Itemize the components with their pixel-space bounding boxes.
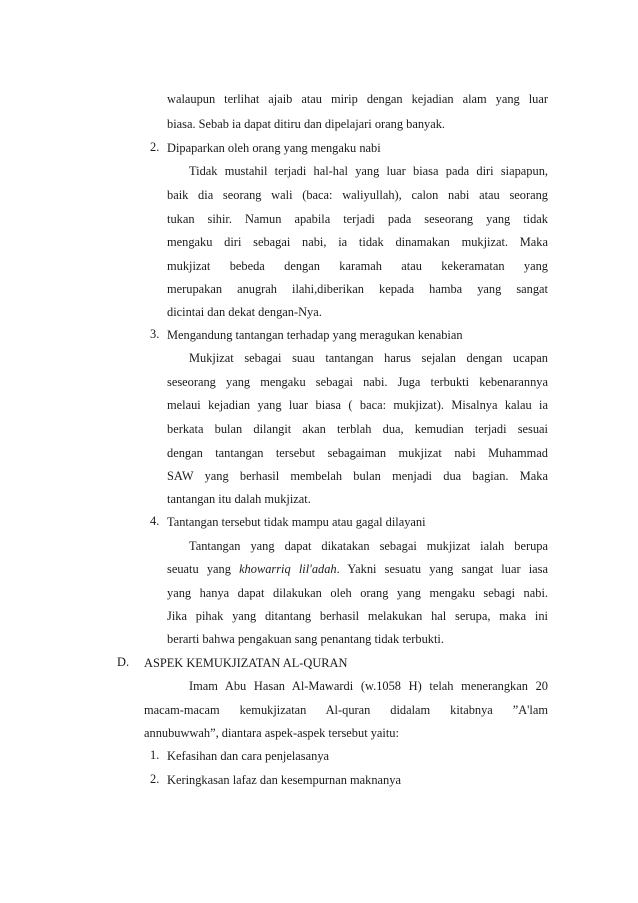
text-line: SAW yang berhasil membelah bulan menjadi dua bagian. Maka bbox=[167, 469, 548, 483]
text-line: seseorang yang mengaku sebagai nabi. Juga terbukti kebenarannya bbox=[167, 375, 548, 389]
text-line: Mukjizat sebagai suau tantangan harus sejalan dengan ucapan bbox=[189, 351, 548, 365]
text-line: Jika pihak yang ditantang berhasil melakukan hal serupa, maka ini bbox=[167, 609, 548, 623]
text-line: walaupun terlihat ajaib atau mirip dengan kejadian alam yang luar bbox=[167, 92, 548, 106]
text-line: dengan tantangan tersebut sebagaiman mukjizat nabi Muhammad bbox=[167, 446, 548, 460]
text-line: Tidak mustahil terjadi hal-hal yang luar biasa pada diri siapapun, bbox=[189, 164, 548, 178]
text-line: mukjizat bebeda dengan karamah atau kekeramatan yang bbox=[167, 259, 548, 273]
text-line: berarti bahwa pengakuan sang penantang tidak terbukti. bbox=[167, 632, 444, 646]
list-marker: 2. bbox=[150, 140, 160, 154]
italic-term: khowarriq lil'adah bbox=[239, 562, 337, 576]
text-line: macam-macam kemukjizatan Al-quran didalam kitabnya ”A'lam bbox=[144, 703, 548, 717]
text-line: Tantangan yang dapat dikatakan sebagai mukjizat ialah berupa bbox=[189, 539, 548, 553]
list-marker: 2. bbox=[150, 772, 160, 786]
text-line: annubuwwah”, diantara aspek-aspek tersebut yaitu: bbox=[144, 726, 399, 740]
list-item-title: Keringkasan lafaz dan kesempurnan maknanya bbox=[167, 773, 401, 787]
list-item-title: Mengandung tantangan terhadap yang meragukan kenabian bbox=[167, 328, 463, 342]
list-item-title: Dipaparkan oleh orang yang mengaku nabi bbox=[167, 141, 381, 155]
text-line: yang hanya dapat dilakukan oleh orang yang mengaku sebagi nabi. bbox=[167, 586, 548, 600]
text-line: tantangan itu dalah mukjizat. bbox=[167, 492, 311, 506]
list-item-title: Kefasihan dan cara penjelasanya bbox=[167, 749, 330, 763]
list-marker: 3. bbox=[150, 327, 160, 341]
text-line: melaui kejadian yang luar biasa ( baca: mukjizat). Misalnya kalau ia bbox=[167, 398, 548, 412]
text-fragment: seuatu yang bbox=[167, 562, 240, 576]
text-line: tukan sihir. Namun apabila terjadi pada seseorang yang tidak bbox=[167, 212, 548, 226]
text-fragment: . Yakni sesuatu yang sangat luar iasa bbox=[336, 562, 548, 576]
text-line: baik dia seorang wali (baca: waliyullah), calon nabi atau seorang bbox=[167, 188, 548, 202]
text-line: biasa. Sebab ia dapat ditiru dan dipelajari orang banyak. bbox=[167, 117, 446, 131]
section-marker: D. bbox=[117, 655, 130, 669]
list-marker: 1. bbox=[150, 748, 160, 762]
text-line: mengaku diri sebagai nabi, ia tidak dinamakan mukjizat. Maka bbox=[167, 235, 548, 249]
text-line-italic-term bbox=[167, 561, 548, 577]
list-marker: 4. bbox=[150, 514, 160, 528]
text-line: dicintai dan dekat dengan-Nya. bbox=[167, 305, 322, 319]
section-heading: ASPEK KEMUKJIZATAN AL-QURAN bbox=[144, 656, 348, 670]
text-line: berkata bulan dilangit akan terblah dua, kemudian terjadi sesuai bbox=[167, 422, 548, 436]
list-item-title: Tantangan tersebut tidak mampu atau gagal dilayani bbox=[167, 515, 426, 529]
text-line: Imam Abu Hasan Al-Mawardi (w.1058 H) telah menerangkan 20 bbox=[189, 679, 548, 693]
text-line: merupakan anugrah ilahi,diberikan kepada hamba yang sangat bbox=[167, 282, 548, 296]
